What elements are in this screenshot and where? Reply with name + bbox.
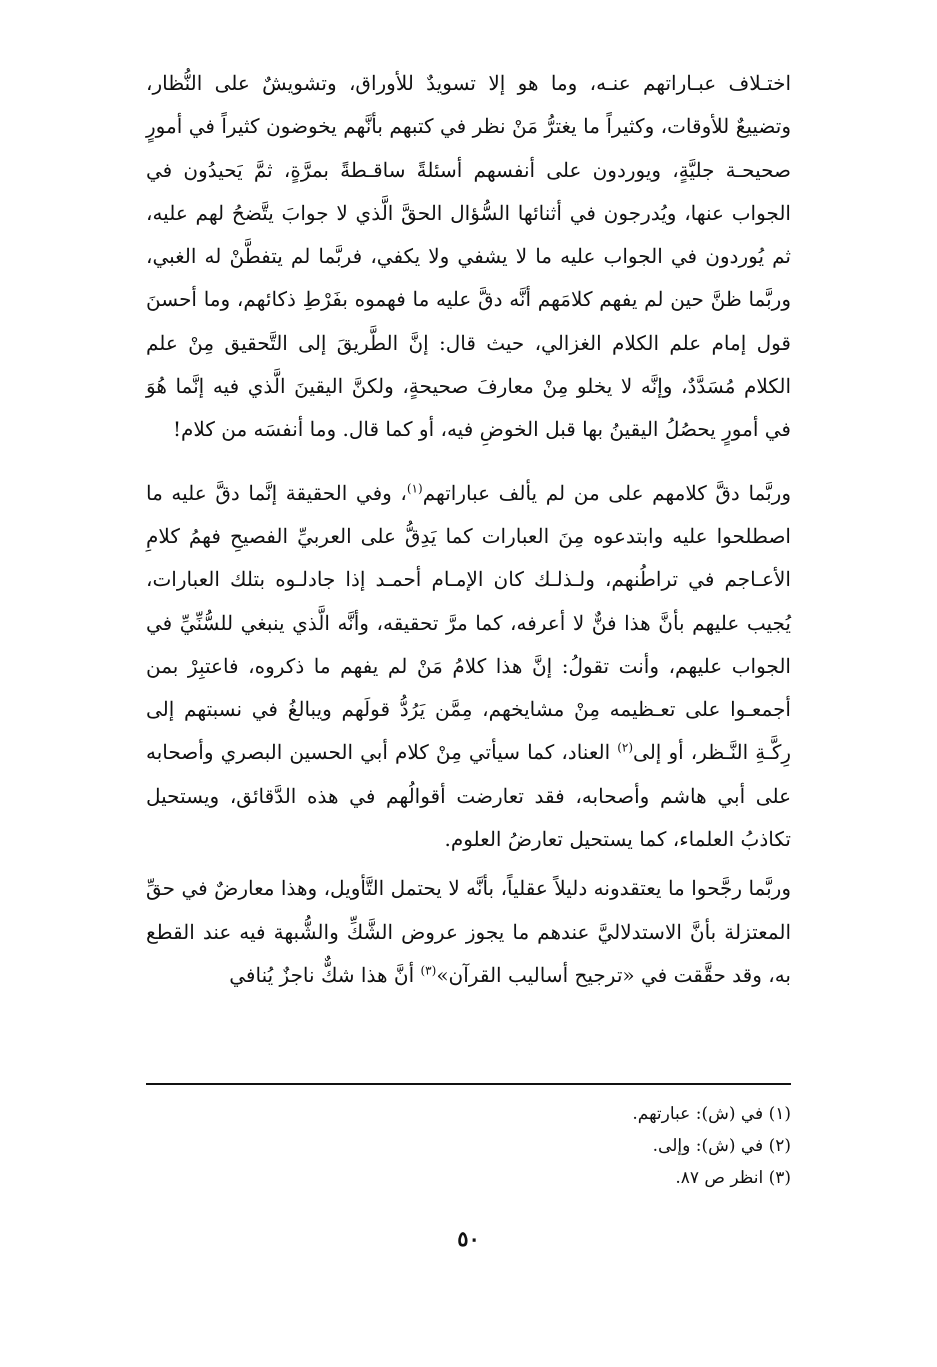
footnote-divider	[146, 1083, 791, 1085]
footnote-ref-2: (٢)	[617, 740, 634, 755]
paragraph-text: أنَّ هذا شكٌّ ناجزٌ يُنافي	[229, 962, 421, 987]
footnote-3: (٣) انظر ص ٨٧.	[675, 1168, 791, 1188]
paragraph-1	[146, 62, 791, 452]
paragraph-text: العناد، كما سيأتي مِنْ كلام أبي الحسين البصري وأصحابه على أبي هاشم وأصحابه، فقد تعارضت أقوالُهم في هذه الدَّقائق، ويستحيل تكاذبُ العلماء، كما يستحيل تعارضُ العلوم.	[146, 740, 791, 852]
paragraph-2	[146, 472, 791, 862]
paragraph-text: اختـلاف عبـاراتهم عنـه، وما هو إلا تسويدٌ للأوراق، وتشويشٌ على النُّظار، وتضييعٌ للأوقات، وكثيراً ما يغترُّ مَنْ نظر في كتبهم بأنَّهم يخوضون كثيراً في أمورٍ صحيحـة جليَّةٍ، ويوردون على أنفسهم أسئلةً ساقـطةً بمرَّةٍ، ثمَّ يَحيدُون في الجواب عنها، ويُدرجون في أثنائها السُّؤال الحقَّ الَّذي لا جوابَ يتَّضحُ لهم عليه، ثم يُوردون في الجواب عليه ما لا يشفي ولا يكفي، فربَّما لم يتفطَّنْ له الغبي، وربَّما ظنَّ حين لم يفهم كلامَهم أنَّه دقَّ عليه ما فهموه بفَرْطِ ذكائهم، وما أحسنَ قول إمام علم الكلام الغزالي، حيث قال: إنَّ الطَّريقَ إلى التَّحقيق مِنْ علم الكلام مُسَدَّدٌ، وإنَّه لا يخلو مِنْ معارفَ صحيحةٍ، ولكنَّ اليقينَ الَّذي فيه إنَّما هُوَ في أمورٍ يحصُلُ اليقينُ بها قبل الخوضِ فيه، أو كما قال. وما أنفسَه من كلام!	[146, 71, 791, 442]
main-text	[146, 62, 791, 997]
page-number: ٥٠	[457, 1226, 480, 1251]
footnote-1: (١) في (ش): عبارتهم.	[632, 1104, 791, 1124]
footnote-ref-1: (١)	[406, 481, 423, 496]
footnotes	[146, 1098, 791, 1194]
footnote-ref-3: (٣)	[420, 963, 437, 978]
footnote-2: (٢) في (ش): وإلى.	[652, 1136, 791, 1156]
paragraph-text: وربَّما رجَّحوا ما يعتقدونه دليلاً عقلياً، بأنَّه لا يحتمل التَّأويل، وهذا معارضٌ في حقِّ المعتزلة بأنَّ الاستدلاليَّ عندهم ما يجوز عروض الشَّكِّ والشُّبهة فيه عند القطع به، وقد حقَّقت في «ترجيح أساليب القرآن»	[146, 876, 791, 987]
paragraph-3	[146, 867, 791, 997]
paragraph-text: وربَّما دقَّ كلامهم على من لم يألف عباراتهم	[422, 480, 791, 505]
paragraph-text: ، وفي الحقيقة إنَّما دقَّ عليه ما اصطلحوا عليه وابتدعوه مِنَ العبارات كما يَدِقُّ على العربيِّ الفصيحِ فهمُ كلامِ الأعـاجم في تراطُنهم، ولـذلـك كان الإمـام أحمـد إذا جادلـوه بتلك العبارات، يُجيب عليهم بأنَّ هذا فنٌّ لا أعرفه، كما مرَّ تحقيقه، وأنَّه الَّذي ينبغي للسُّنِّيِّ في الجواب عليهم، وأنت تقولُ: إنَّ هذا كلامُ مَنْ لم يفهم ما ذكروه، فاعتبِرْ بمن أجمعـوا على تعـظيمه مِنْ مشايخهم، مِمَّن يَرُدُّ قولَهم ويبالغُ في نسبتهم إلى رِكَّـةِ النَّـظر، أو إلى	[146, 480, 792, 765]
